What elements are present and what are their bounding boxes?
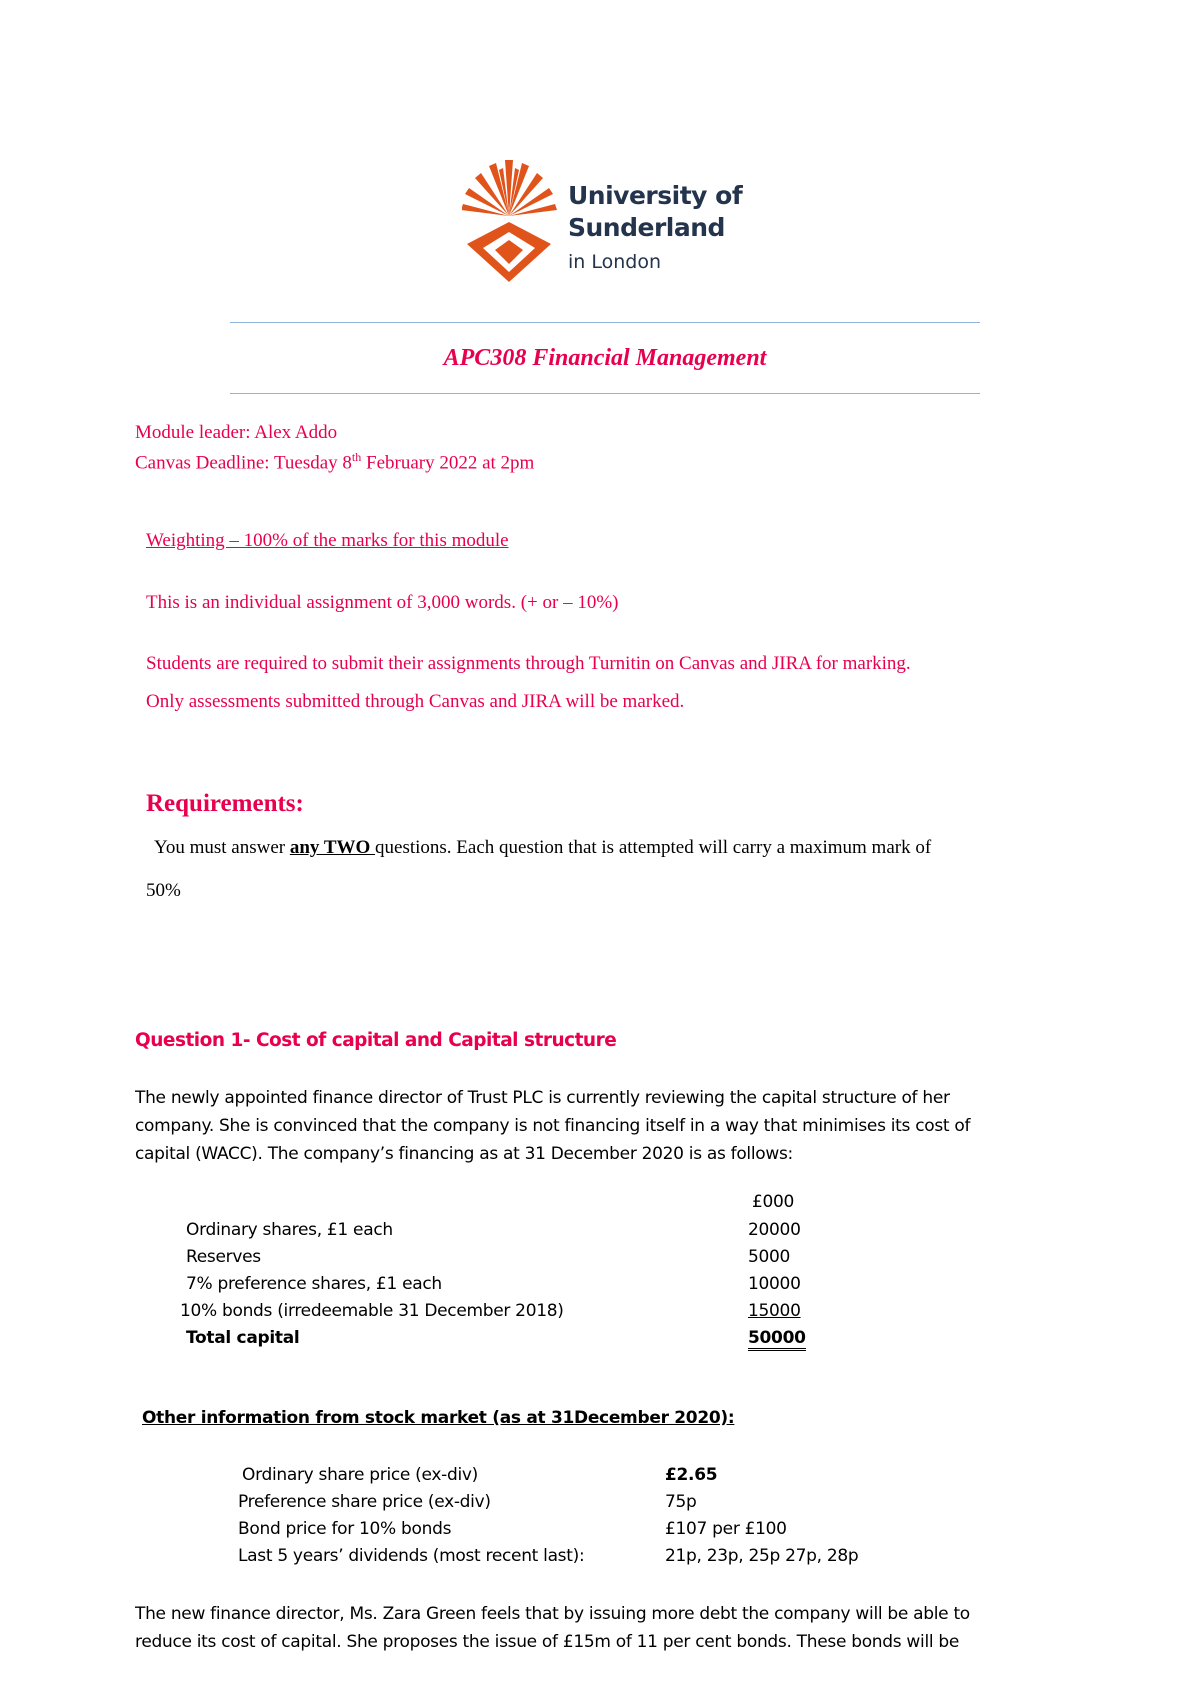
requirements-text: You must answer any TWO questions. Each question that is attempted will carry a maximum mark of [154,837,932,858]
financing-total-label: Total capital [186,1328,300,1348]
financing-label: Reserves [186,1247,261,1267]
individual-assignment-note: This is an individual assignment of 3,000 words. (+ or – 10%) [146,592,619,613]
financing-value: 20000 [748,1220,801,1240]
financing-value: 15000 [748,1301,801,1321]
financing-value: 10000 [748,1274,801,1294]
market-value: £107 per £100 [665,1519,787,1539]
market-label: Preference share price (ex-div) [238,1492,491,1512]
document-title: APC308 Financial Management [443,345,767,371]
logo-line-2: Sunderland [568,213,725,242]
title-rule-top [230,322,980,323]
question-1-intro: The newly appointed finance director of Trust PLC is currently reviewing the capital structure of her company. She is convinced that the company is not financing itself in a way that minimises its cost of capital (WACC). The company’s financing as at 31 December 2020 is as follows: [135,1088,971,1164]
financing-total-value: 50000 [748,1328,806,1351]
requirements-max-mark: 50% [146,880,181,901]
question-1-heading: Question 1- Cost of capital and Capital structure [135,1030,617,1051]
market-label: Ordinary share price (ex-div) [242,1465,478,1485]
submission-instruction: Students are required to submit their assignments through Turnitin on Canvas and JIRA for marking. [146,653,911,674]
market-value: 21p, 23p, 25p 27p, 28p [665,1546,859,1566]
weighting: Weighting – 100% of the marks for this module [146,530,509,551]
module-leader: Module leader: Alex Addo [135,422,338,443]
market-value: 75p [665,1492,697,1512]
logo-line-1: University of [568,181,743,210]
question-1-closing: The new finance director, Ms. Zara Green feels that by issuing more debt the company will be able to reduce its cost of capital. She proposes the issue of £15m of 11 per cent bonds. These bonds will be [135,1604,970,1652]
market-label: Last 5 years’ dividends (most recent last): [238,1546,585,1566]
market-info-heading: Other information from stock market (as at 31December 2020): [142,1408,735,1428]
title-rule-bottom [230,393,980,394]
requirements-heading: Requirements: [146,790,304,817]
financing-value: 5000 [748,1247,791,1267]
marking-note: Only assessments submitted through Canvas and JIRA will be marked. [146,691,685,712]
financing-label: 7% preference shares, £1 each [186,1274,442,1294]
logo-wordmark [568,180,742,276]
financing-unit: £000 [752,1192,795,1212]
logo-line-3: in London [568,251,662,273]
market-value: £2.65 [665,1465,718,1485]
financing-label: Ordinary shares, £1 each [186,1220,393,1240]
financing-label: 10% bonds (irredeemable 31 December 2018) [180,1301,564,1321]
canvas-deadline: Canvas Deadline: Tuesday 8th February 2022 at 2pm [135,450,535,474]
market-label: Bond price for 10% bonds [238,1519,452,1539]
